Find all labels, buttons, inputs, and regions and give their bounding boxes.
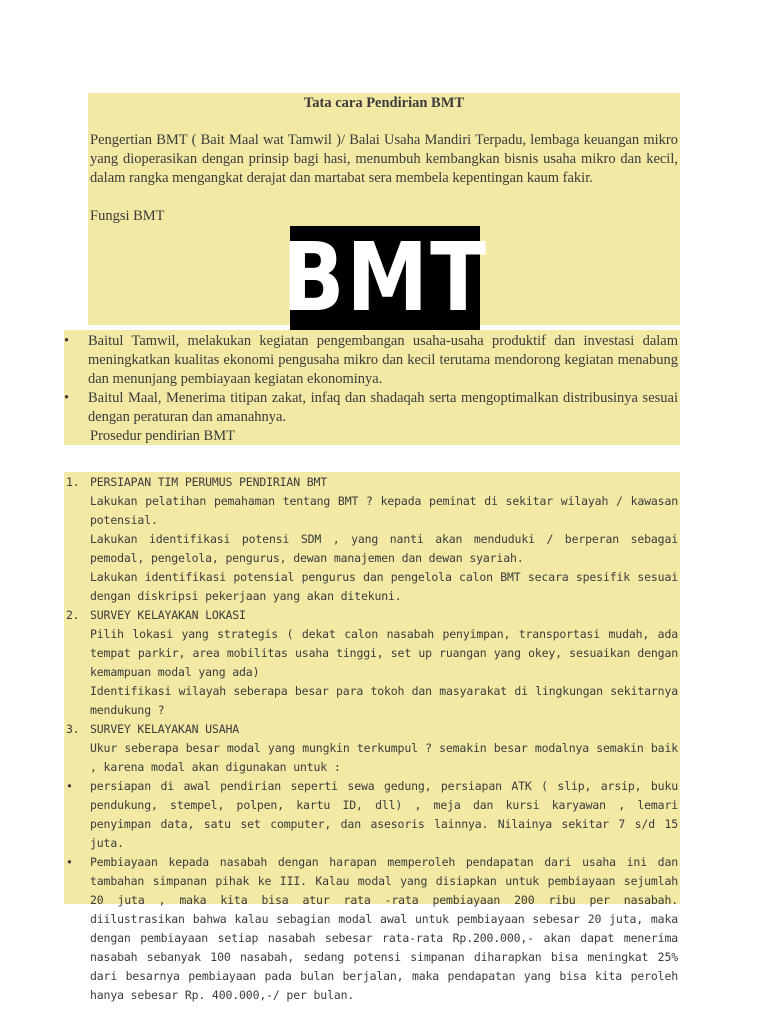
fungsi-bullet-list	[64, 332, 678, 427]
section-paragraph: Lakukan pelatihan pemahaman tentang BMT ? kepada peminat di sekitar wilayah / kawasan potensial.	[90, 494, 678, 527]
section-paragraph: Lakukan identifikasi potensial pengurus dan pengelola calon BMT secara spesifik sesuai dengan diskripsi pekerjaan yang akan ditekuni.	[90, 570, 678, 603]
bullet-text: Baitul Maal, Menerima titipan zakat, infaq dan shadaqah serta mengoptimalkan distribusinya sesuai dengan peraturan dan amanahnya.	[88, 390, 678, 425]
list-item	[64, 332, 678, 389]
section-paragraph: Ukur seberapa besar modal yang mungkin terkumpul ? semakin besar modalnya semakin baik , karena modal akan digunakan untuk :	[90, 741, 678, 774]
bullet-icon: •	[64, 390, 70, 406]
definition-paragraph: Pengertian BMT ( Bait Maal wat Tamwil )/ Balai Usaha Mandiri Terpadu, lembaga keuangan mikro yang dioperasikan dengan prinsip bagi hasi, menumbuh kembangkan bisnis usaha mikro dan kecil, dalam rangka mengangkat derajat dan martabat sera membela kepentingan kaum fakir.	[90, 132, 678, 186]
procedure-list	[66, 473, 678, 1002]
list-item	[66, 777, 678, 853]
section-heading: PERSIAPAN TIM PERUMUS PENDIRIAN BMT	[90, 475, 328, 489]
list-item	[66, 853, 678, 1005]
section-3	[66, 720, 678, 777]
section-paragraph: Pilih lokasi yang strategis ( dekat calon nasabah penyimpan, transportasi mudah, ada tempat parkir, area mobilitas usaha tinggi, set up ruangan yang okey, sesuaikan dengan kemampuan modal yang ada)	[90, 627, 678, 679]
bullet-text: Pembiayaan kepada nasabah dengan harapan memperoleh pendapatan dari usaha ini dan tambahan simpanan pihak ke III. Kalau modal yang disiapkan untuk pembiayaan sejumlah 20 juta , maka kita bisa atur rata -rata pembiayaan 200 ribu per nasabah. diilustrasikan bahwa kalau sebagian modal awal untuk pembiayaan sebesar 20 juta, maka dengan pembiayaan setiap nasabah sebesar rata-rata Rp.200.000,- akan dapat menerima nasabah sebanyak 100 nasabah, sedang potensi simpanan diharapkan bisa meningkat 25% dari besarnya pembiayaan pada bulan berjalan, maka pendapatan yang bisa kita peroleh hanya sebesar Rp. 400.000,-/ per bulan.	[90, 855, 678, 1002]
section-heading: SURVEY KELAYAKAN USAHA	[90, 722, 240, 736]
section-paragraph: Identifikasi wilayah seberapa besar para tokoh dan masyarakat di lingkungan sekitarnya mendukung ?	[90, 684, 678, 717]
section-number: 1.	[66, 475, 80, 489]
bullet-icon: •	[66, 855, 73, 869]
section-1	[66, 473, 678, 606]
list-item	[64, 389, 678, 427]
title-text: Tata cara Pendirian BMT	[303, 95, 465, 111]
section-2	[66, 606, 678, 720]
bmt-logo-text: BMT	[281, 223, 489, 333]
bullet-text: Baitul Tamwil, melakukan kegiatan pengembangan usaha-usaha produktif dan investasi dalam meningkatkan kualitas ekonomi pengusaha mikro dan kecil terutama mendorong kegiatan menabung dan menunjang pembiayaan kegiatan ekonominya.	[88, 333, 678, 387]
bullet-icon: •	[66, 779, 73, 793]
prosedur-heading: Prosedur pendirian BMT	[90, 428, 235, 444]
page-title	[88, 94, 680, 113]
bmt-logo	[281, 223, 489, 333]
section-paragraph: Lakukan identifikasi potensi SDM , yang nanti akan menduduki / berperan sebagai pemodal, pengelola, pengurus, dewan manajemen dan dewan syariah.	[90, 532, 678, 565]
section-number: 2.	[66, 608, 80, 622]
section-heading: SURVEY KELAYAKAN LOKASI	[90, 608, 246, 622]
section-number: 3.	[66, 722, 80, 736]
bullet-icon: •	[64, 333, 70, 349]
fungsi-heading: Fungsi BMT	[90, 208, 165, 224]
bullet-text: persiapan di awal pendirian seperti sewa gedung, persiapan ATK ( slip, arsip, buku pendukung, stempel, polpen, kartu ID, dll) , meja dan kursi karyawan , lemari penyimpan data, satu set computer, dan asesoris lainnya. Nilainya sekitar 7 s/d 15 juta.	[90, 779, 678, 850]
